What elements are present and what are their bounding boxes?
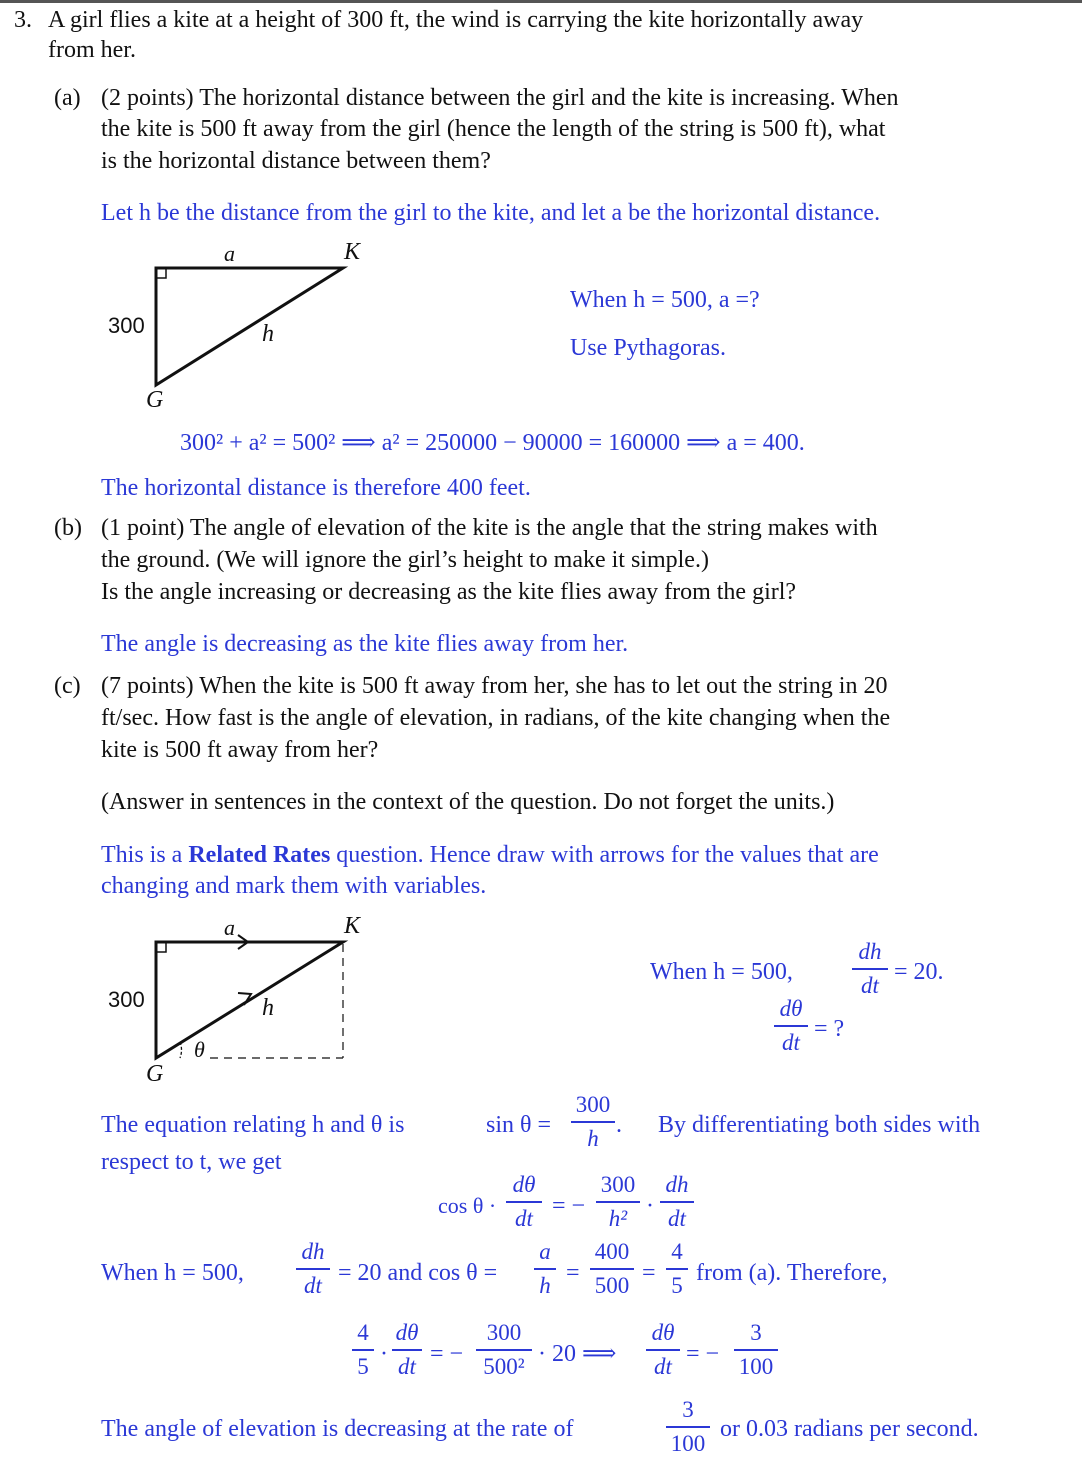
- c3-fraction: [666, 1238, 688, 1300]
- eq1: =: [566, 1260, 580, 1286]
- rr-post: question. Hence draw with arrows for the values that are: [330, 842, 879, 868]
- part-a-equation: 300² + a² = 500² ⟹ a² = 250000 − 90000 = 160000 ⟹ a = 400.: [180, 430, 805, 456]
- part-b-line1: (1 point) The angle of elevation of the kite is the angle that the string makes with: [101, 515, 878, 541]
- dthetadt-value: = ?: [814, 1016, 845, 1042]
- sin-end: .: [616, 1112, 622, 1138]
- angle-arc: [180, 1042, 182, 1058]
- r1-fraction: [596, 1171, 640, 1233]
- from-a: from (a). Therefore,: [696, 1260, 888, 1286]
- sin-fraction: [571, 1091, 615, 1153]
- dhdt-den: dt: [861, 972, 879, 998]
- part-a-line1: (2 points) The horizontal distance between the girl and the kite is increasing. When: [101, 85, 899, 111]
- triangle-c: [156, 942, 343, 1058]
- f-dot: ·: [380, 1341, 388, 1367]
- r1-den: h²: [608, 1205, 628, 1231]
- f3-den: 500²: [483, 1353, 525, 1379]
- diagram-a-side-label: 300: [108, 313, 145, 338]
- part-b-line2: the ground. (We will ignore the girl’s height to make it simple.): [101, 547, 709, 573]
- w-den: dt: [304, 1272, 322, 1298]
- f2-den: dt: [398, 1353, 416, 1379]
- dot-1: ·: [646, 1193, 654, 1219]
- f-eq: = −: [430, 1341, 464, 1367]
- d2-fraction: [660, 1171, 694, 1233]
- part-c-line3: kite is 500 ft away from her?: [101, 737, 379, 763]
- c3-den: 5: [671, 1272, 683, 1298]
- diagram-c-angle-label: θ: [194, 1037, 205, 1062]
- dthetadt-num: dθ: [779, 996, 803, 1021]
- eq2: =: [642, 1260, 656, 1286]
- diagram-c-corner-label: K: [344, 913, 361, 939]
- f2-fraction: [392, 1319, 422, 1381]
- diagram-c-side-label: 300: [108, 987, 145, 1012]
- c2-fraction: [590, 1238, 634, 1300]
- part-b-line3: Is the angle increasing or decreasing as the kite flies away from the girl?: [101, 579, 797, 605]
- c-den: h: [539, 1272, 551, 1298]
- dhdt-fraction: [852, 938, 888, 1000]
- final-den: 100: [670, 1430, 706, 1456]
- w-fraction: [296, 1238, 330, 1300]
- f5-num: 3: [750, 1320, 762, 1345]
- f4-den: dt: [654, 1353, 672, 1379]
- f3-num: 300: [486, 1320, 522, 1345]
- problem-intro-line1: A girl flies a kite at a height of 300 ft, the wind is carrying the kite horizontally away: [48, 7, 864, 33]
- final-pre: The angle of elevation is decreasing at the rate of: [101, 1416, 574, 1442]
- final-num: 3: [682, 1397, 694, 1422]
- f-mult: · 20 ⟹: [538, 1341, 617, 1367]
- cos-lhs: cos θ ·: [438, 1193, 497, 1218]
- rr-pre: This is a: [101, 842, 189, 868]
- c2-den: 500: [594, 1272, 630, 1298]
- part-a-use-pythagoras: Use Pythagoras.: [570, 335, 726, 361]
- part-c-line2: ft/sec. How fast is the angle of elevation, in radians, of the kite changing when the: [101, 705, 891, 731]
- eq-minus-1: = −: [552, 1193, 586, 1219]
- dthetadt-den: dt: [782, 1029, 800, 1055]
- part-b-label: (b): [54, 515, 82, 541]
- problem-intro-line2: from her.: [48, 37, 136, 63]
- part-c-line1: (7 points) When the kite is 500 ft away from her, she has to let out the string in 20: [101, 673, 888, 699]
- d2-den: dt: [668, 1205, 686, 1231]
- rr-bold: Related Rates: [188, 842, 331, 868]
- diagram-a-top-label: a: [224, 241, 235, 266]
- f-fraction: [352, 1319, 374, 1381]
- dhdt-num: dh: [858, 939, 882, 964]
- sin-num: 300: [575, 1092, 611, 1117]
- respect-text: respect to t, we get: [101, 1149, 282, 1175]
- f4-num: dθ: [651, 1320, 675, 1345]
- part-c-note: (Answer in sentences in the context of the question. Do not forget the units.): [101, 789, 835, 815]
- c-num: a: [539, 1239, 551, 1264]
- when2: When h = 500,: [101, 1260, 244, 1286]
- diagram-a-corner-label: K: [344, 239, 361, 265]
- final-post: or 0.03 radians per second.: [720, 1416, 979, 1442]
- f2-num: dθ: [395, 1320, 419, 1345]
- c2-num: 400: [594, 1239, 630, 1264]
- c3-num: 4: [671, 1239, 683, 1264]
- w-mid: = 20 and cos θ =: [338, 1260, 498, 1286]
- sin-den: h: [587, 1125, 599, 1151]
- f4-fraction: [646, 1319, 680, 1381]
- part-a-line2: the kite is 500 ft away from the girl (hence the length of the string is 500 ft), what: [101, 116, 886, 142]
- part-c-label: (c): [54, 673, 81, 699]
- part-a-conclusion: The horizontal distance is therefore 400 feet.: [101, 475, 531, 501]
- f3-fraction: [476, 1319, 532, 1381]
- when-h-500: When h = 500,: [650, 959, 793, 985]
- eq-intro: The equation relating h and θ is: [101, 1112, 405, 1138]
- part-c-rr-line2: changing and mark them with variables.: [101, 873, 487, 899]
- w-num: dh: [301, 1239, 325, 1264]
- dthetadt-fraction: [774, 995, 808, 1057]
- diagram-a-bottom-label: G: [146, 387, 164, 413]
- part-a-line3: is the horizontal distance between them?: [101, 148, 491, 174]
- sin-lhs: sin θ =: [486, 1112, 552, 1138]
- dhdt-value: = 20.: [894, 959, 944, 985]
- d1-num: dθ: [512, 1172, 536, 1197]
- c-fraction: [534, 1238, 556, 1300]
- problem-number: 3.: [14, 7, 32, 33]
- diagram-c-top-label: a: [224, 915, 235, 940]
- part-a-label: (a): [54, 85, 81, 111]
- part-b-answer: The angle is decreasing as the kite flies away from her.: [101, 631, 629, 657]
- f-den: 5: [357, 1353, 369, 1379]
- diagram-c-bottom-label: G: [146, 1061, 164, 1087]
- final-fraction: [666, 1396, 710, 1458]
- d1-den: dt: [515, 1205, 533, 1231]
- f-num: 4: [357, 1320, 369, 1345]
- r1-num: 300: [600, 1172, 636, 1197]
- f-eq2: = −: [686, 1341, 720, 1367]
- diagram-a-hyp-label: h: [262, 321, 274, 347]
- diagram-c-hyp-label: h: [262, 995, 274, 1021]
- f5-fraction: [734, 1319, 778, 1381]
- diff-text: By differentiating both sides with: [658, 1112, 981, 1138]
- part-a-answer-intro: Let h be the distance from the girl to the kite, and let a be the horizontal distance.: [101, 200, 881, 226]
- d1-fraction: [506, 1171, 542, 1233]
- f5-den: 100: [738, 1353, 774, 1379]
- part-a-when: When h = 500, a =?: [570, 287, 760, 313]
- d2-num: dh: [665, 1172, 689, 1197]
